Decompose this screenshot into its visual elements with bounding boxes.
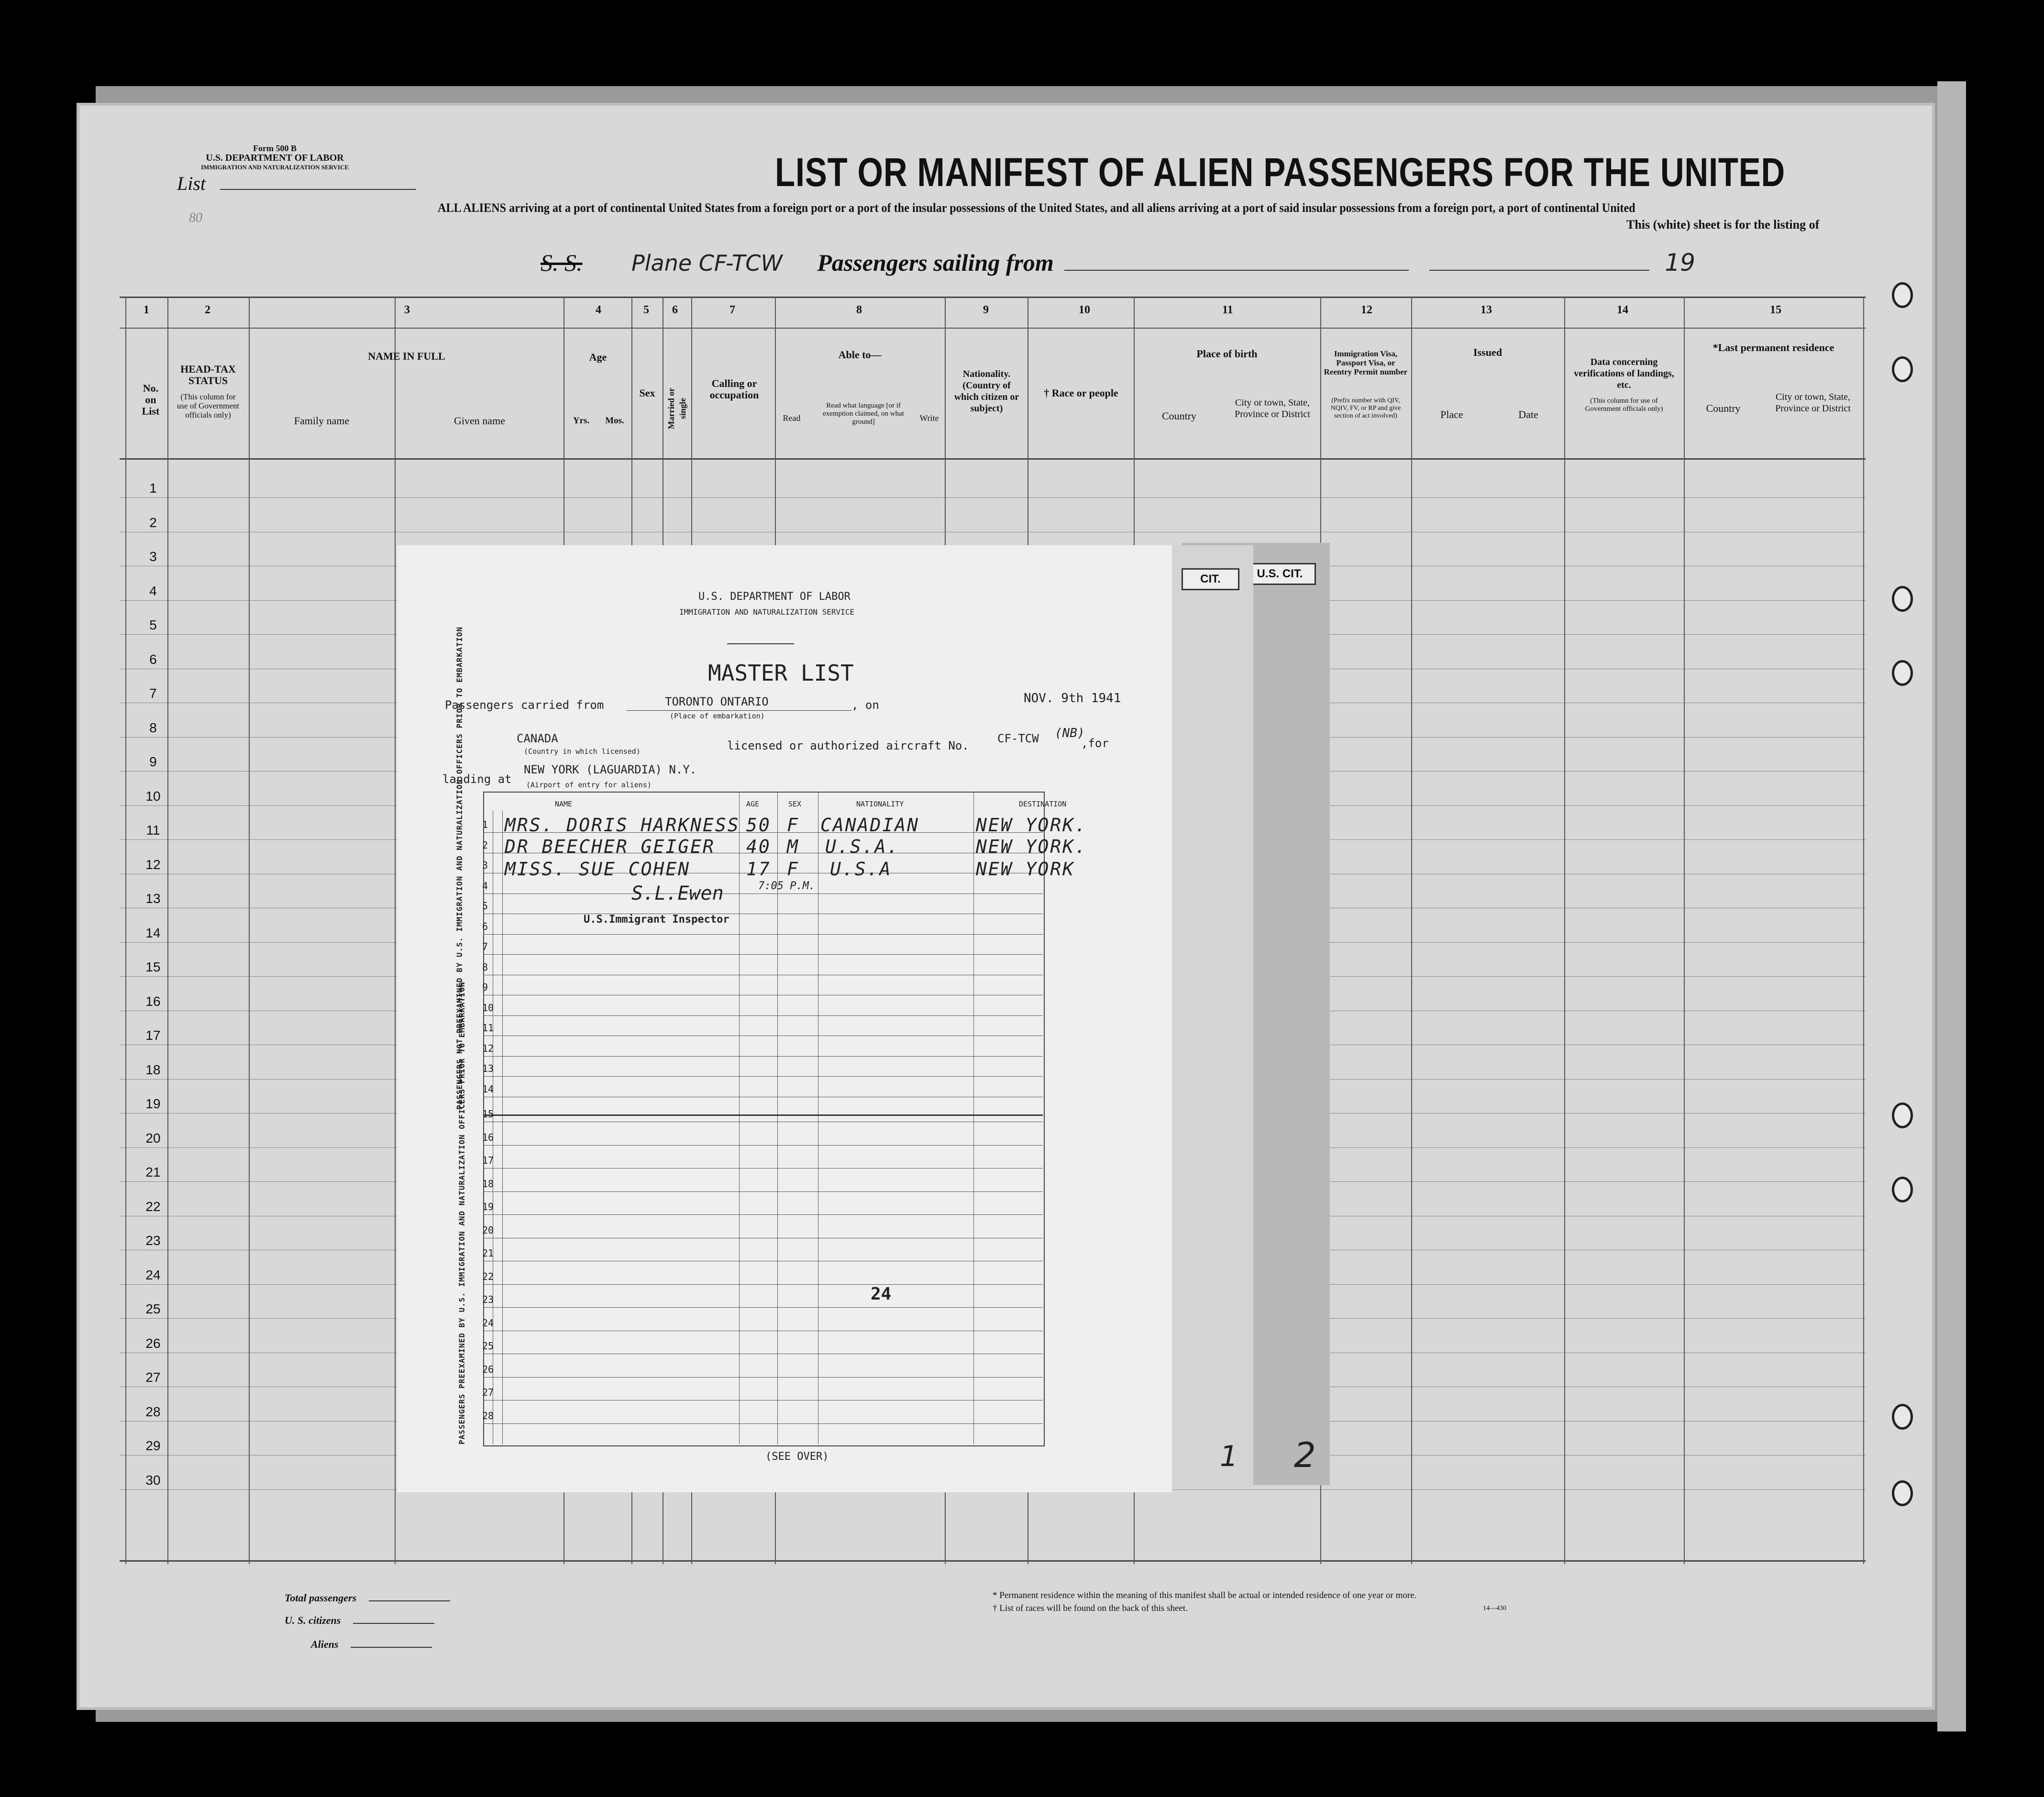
ml-line-number: 25 — [482, 1340, 494, 1352]
header-bottom-line — [120, 458, 1866, 460]
col-residence-country: Country — [1706, 402, 1741, 414]
ml-airport-note: (Airport of entry for aliens) — [526, 781, 652, 789]
punch-hole — [1892, 1480, 1913, 1506]
ml-aircraft-mark: (NB) — [1055, 726, 1085, 740]
form-header — [201, 143, 349, 172]
col-birth-city: City or town, State, Province or District — [1235, 397, 1310, 419]
ml-row-line — [483, 1284, 1043, 1285]
col-number: 14 — [1617, 304, 1628, 316]
col-divider — [395, 297, 396, 1564]
col-visa: Immigration Visa, Passport Visa, or Reentry Permit number — [1324, 349, 1408, 376]
ml-side-label-top: PASSENGERS NOT PREEXAMINED BY U.S. IMMIGRATION AND NATURALIZATION OFFICERS PRIOR TO EMBARKATION — [455, 626, 464, 1110]
ml-passenger-2-sex: M — [787, 836, 799, 857]
col-write: Write — [919, 413, 939, 423]
us-citizens-label: U. S. citizens — [285, 1614, 341, 1626]
col-verification-note: (This column for use of Government officials only) — [1585, 397, 1663, 413]
form-number: Form 500 B — [253, 143, 297, 153]
list-line — [220, 189, 416, 190]
row-number: 25 — [145, 1301, 161, 1316]
row-number: 23 — [145, 1233, 161, 1248]
col-read-language: Read what language [or if exemption claimed, on what ground] — [823, 402, 904, 426]
col-birth-country: Country — [1161, 410, 1197, 422]
col-divider — [1863, 297, 1864, 1564]
ml-passenger-2-name: DR BEECHER GEIGER — [505, 836, 715, 857]
ml-carried-from-label: Passengers carried from — [445, 698, 604, 712]
ml-passenger-1-sex: F — [787, 815, 799, 836]
col-visa-note: (Prefix number with QIV, NQIV, FV, or RP and give section of act involved) — [1330, 397, 1401, 419]
col-divider — [1564, 297, 1565, 1564]
ml-line-number: 13 — [482, 1063, 494, 1074]
body-bottom-line — [120, 1560, 1866, 1562]
ml-line-number: 21 — [482, 1247, 494, 1259]
back-card-tab-2: U.S. CIT. — [1244, 563, 1316, 585]
row-number: 10 — [145, 789, 161, 804]
ml-line-number: 11 — [482, 1022, 494, 1034]
col-number: 9 — [983, 304, 989, 316]
row-number: 29 — [145, 1438, 161, 1453]
ml-title: MASTER LIST — [708, 660, 854, 686]
ml-carried-line — [627, 710, 851, 711]
ml-landing-label: landing at — [442, 772, 512, 786]
ml-see-over: (SEE OVER) — [765, 1451, 829, 1463]
ml-passenger-3-name: MISS. SUE COHEN — [505, 859, 691, 880]
col-number: 12 — [1361, 304, 1372, 316]
ml-header-name: NAME — [555, 800, 573, 808]
col-yrs: Yrs. — [573, 416, 590, 426]
col-race: † Race or people — [1044, 387, 1118, 399]
ml-passenger-2-age: 40 — [746, 836, 771, 857]
form-service: IMMIGRATION AND NATURALIZATION SERVICE — [201, 164, 349, 171]
ml-department: U.S. DEPARTMENT OF LABOR — [698, 591, 851, 603]
col-divider — [249, 297, 250, 1564]
back-card-num-2: 2 — [1294, 1435, 1316, 1475]
col-number: 5 — [643, 304, 649, 316]
row-number: 19 — [145, 1096, 161, 1111]
ml-passenger-2-nationality: U.S.A. — [825, 836, 900, 857]
subtitle-line1: ALL ALIENS arriving at a port of continental United States from a foreign port or a port of the insular possessions of the United States, and all aliens arriving at a port of said insular possessions from a foreign port, a port of continental United — [438, 201, 1635, 215]
col-place-of-birth: Place of birth — [1196, 348, 1258, 360]
ml-line-number: 4 — [482, 880, 488, 892]
ml-line-number: 3 — [482, 860, 488, 871]
ml-line-number: 9 — [482, 981, 488, 993]
page-title: LIST OR MANIFEST OF ALIEN PASSENGERS FOR THE UNITED — [775, 150, 1786, 195]
aliens-label: Aliens — [311, 1638, 339, 1650]
ml-line-number: 19 — [482, 1201, 494, 1213]
ml-passenger-1-nationality: CANADIAN — [820, 815, 920, 836]
row-number: 26 — [145, 1336, 161, 1351]
ml-section-divider — [483, 1114, 1043, 1116]
row-number: 12 — [145, 857, 161, 872]
col-nationality: Nationality. (Country of which citizen or subject) — [954, 369, 1019, 414]
row-number: 13 — [145, 891, 161, 906]
footnote-code: 14—430 — [1483, 1605, 1506, 1612]
ml-row-line — [483, 1168, 1043, 1169]
list-label: List — [177, 173, 206, 194]
ml-on-label: , on — [851, 698, 879, 712]
ml-row-line — [483, 1423, 1043, 1424]
punch-hole — [1892, 1102, 1913, 1128]
col-sex: Sex — [639, 387, 655, 399]
ml-line-number: 12 — [482, 1043, 494, 1054]
ml-line-number: 10 — [482, 1002, 494, 1014]
ml-line-number: 1 — [482, 819, 488, 830]
col-read: Read — [783, 413, 801, 423]
row-number: 9 — [149, 754, 157, 769]
ml-line-number: 23 — [482, 1294, 494, 1305]
col-given-name: Given name — [454, 415, 505, 427]
col-age: Age — [589, 351, 607, 363]
ml-line-number: 6 — [482, 921, 488, 932]
punch-hole — [1892, 586, 1913, 612]
aliens-line — [351, 1647, 432, 1648]
row-number: 1 — [149, 481, 157, 496]
date-line — [1429, 270, 1649, 271]
ml-passenger-3-sex: F — [787, 859, 799, 880]
ml-stamp: U.S.Immigrant Inspector — [584, 914, 729, 926]
ml-passenger-1-destination: NEW YORK. — [976, 815, 1087, 836]
row-number: 28 — [145, 1404, 161, 1419]
us-citizens — [285, 1614, 434, 1627]
ml-col-line — [973, 792, 974, 1444]
ml-row-line — [483, 1307, 1043, 1308]
row-number: 14 — [145, 926, 161, 940]
row-number: 27 — [145, 1370, 161, 1385]
ml-carried-from: TORONTO ONTARIO — [665, 695, 769, 708]
ml-rule — [727, 643, 794, 644]
ml-place-note: (Place of embarkation) — [670, 712, 765, 720]
pencil-mark: 80 — [189, 210, 202, 225]
back-card-num-1: 1 — [1220, 1440, 1238, 1473]
col-mos: Mos. — [605, 416, 624, 426]
col-divider — [125, 297, 126, 1564]
ml-row-line — [483, 1377, 1043, 1378]
master-list-card — [397, 545, 1172, 1492]
col-divider — [167, 297, 168, 1564]
ml-header-nationality: NATIONALITY — [856, 800, 904, 808]
ml-passenger-3-nationality: U.S.A — [830, 859, 892, 880]
form-department: U.S. DEPARTMENT OF LABOR — [206, 153, 344, 163]
ml-date: NOV. 9th 1941 — [1024, 691, 1121, 706]
ml-col-line — [739, 792, 740, 1444]
col-number: 7 — [729, 304, 735, 316]
sheet-edge — [1937, 81, 1966, 1731]
year-prefix: 19 — [1665, 249, 1695, 276]
footnote-2: † List of races will be found on the back of this sheet. — [993, 1603, 1188, 1613]
ml-row-line — [483, 1076, 1043, 1077]
ml-for-label: ,for — [1081, 737, 1109, 750]
header-top-line — [120, 297, 1866, 298]
total-passengers — [285, 1592, 450, 1604]
ml-line-number: 16 — [482, 1132, 494, 1143]
ml-line-number: 14 — [482, 1083, 494, 1095]
ml-row-line — [483, 1191, 1043, 1192]
col-able-to: Able to— — [838, 349, 882, 361]
ml-line-number: 5 — [482, 900, 488, 912]
col-residence-city: City or town, State, Province or District — [1775, 392, 1851, 414]
footnote-1: * Permanent residence within the meaning of this manifest shall be actual or intended residence of one year or more. — [993, 1590, 1417, 1600]
ml-passenger-1-name: MRS. DORIS HARKNESS — [505, 815, 740, 836]
us-citizens-line — [353, 1623, 434, 1624]
col-last-residence: *Last permanent residence — [1713, 342, 1834, 353]
ml-line-number: 17 — [482, 1155, 494, 1166]
ml-landing: NEW YORK (LAGUARDIA) N.Y. — [524, 763, 697, 776]
col-issued-place: Place — [1440, 408, 1463, 420]
ml-line-number: 28 — [482, 1410, 494, 1422]
total-passengers-label: Total passengers — [285, 1592, 357, 1604]
col-number: 1 — [144, 304, 149, 316]
aliens — [311, 1638, 432, 1651]
row-line — [120, 497, 1866, 498]
ml-header-destination: DESTINATION — [1019, 800, 1067, 808]
col-issued: Issued — [1473, 346, 1502, 358]
row-number: 30 — [145, 1473, 161, 1488]
col-married: Married or single — [666, 387, 687, 430]
row-number: 2 — [149, 515, 157, 530]
row-number: 15 — [145, 959, 161, 974]
row-number: 4 — [149, 584, 157, 598]
col-number: 11 — [1222, 304, 1233, 316]
col-verification: Data concerning verifications of landings, etc. — [1574, 357, 1674, 390]
ml-row-line — [483, 934, 1043, 935]
col-calling: Calling or occupation — [709, 377, 759, 401]
punch-hole — [1892, 1177, 1913, 1202]
col-number: 13 — [1481, 304, 1492, 316]
col-number: 10 — [1079, 304, 1090, 316]
ml-line-number: 7 — [482, 941, 488, 952]
col-number: 8 — [856, 304, 862, 316]
ml-line-number: 22 — [482, 1271, 494, 1282]
ml-line-number: 18 — [482, 1178, 494, 1190]
total-passengers-line — [369, 1600, 450, 1601]
row-number: 6 — [149, 652, 157, 667]
ml-passenger-1-age: 50 — [746, 815, 771, 836]
row-number: 11 — [146, 823, 160, 838]
row-number: 24 — [145, 1268, 161, 1282]
ml-line-number: 20 — [482, 1224, 494, 1236]
ml-header-age: AGE — [746, 800, 760, 808]
ss-label: S. S. — [541, 249, 583, 276]
ml-line-number: 24 — [482, 1317, 494, 1329]
ml-row-line — [483, 1015, 1043, 1016]
ml-country: CANADA — [517, 732, 558, 745]
ml-country-note: (Country in which licensed) — [524, 747, 641, 756]
col-head-tax-note: (This column for use of Government officials only) — [177, 392, 240, 419]
subtitle-line2: This (white) sheet is for the listing of — [1626, 218, 1820, 232]
row-number: 8 — [149, 720, 157, 735]
punch-hole — [1892, 1404, 1913, 1430]
col-no-on-list: No. on List — [142, 382, 160, 417]
ml-stamp-time: 7:05 P.M. — [758, 880, 816, 892]
ml-row-line — [483, 1145, 1043, 1146]
ml-side-label-bottom: PASSENGERS PREEXAMINED BY U.S. IMMIGRATION AND NATURALIZATION OFFICERS PRIOR TO EMBARKATION — [457, 981, 466, 1444]
row-number: 3 — [149, 549, 157, 564]
ml-service: IMMIGRATION AND NATURALIZATION SERVICE — [679, 607, 855, 617]
ml-passenger-3-age: 17 — [746, 859, 771, 880]
header-num-line — [120, 328, 1866, 329]
ml-line-number: 15 — [482, 1108, 494, 1120]
punch-hole — [1892, 356, 1913, 382]
vessel-line — [541, 249, 1695, 276]
col-number: 4 — [596, 304, 601, 316]
col-number: 2 — [205, 304, 210, 316]
ml-row-line — [483, 1214, 1043, 1215]
vessel-name: Plane CF-TCW — [631, 250, 783, 276]
ml-col-line — [502, 811, 503, 1444]
punch-hole — [1892, 282, 1913, 308]
sailing-line — [1064, 270, 1409, 271]
punch-hole — [1892, 660, 1913, 686]
col-issued-date: Date — [1518, 408, 1538, 420]
row-number: 5 — [149, 617, 157, 632]
ml-header-sex: SEX — [788, 800, 802, 808]
col-head-tax: HEAD-TAX STATUS — [180, 363, 236, 386]
ml-aircraft-label: licensed or authorized aircraft No. — [727, 739, 969, 752]
row-number: 21 — [145, 1165, 161, 1180]
col-divider — [1411, 297, 1412, 1564]
ml-row-line — [483, 954, 1043, 955]
ml-line-number: 2 — [482, 839, 488, 851]
col-divider — [1684, 297, 1685, 1564]
ml-aircraft-no: CF-TCW — [997, 732, 1039, 745]
back-card-tab-1: CIT. — [1182, 568, 1239, 590]
sailing-label: Passengers sailing from — [817, 249, 1054, 276]
ml-line-number: 8 — [482, 961, 488, 973]
row-number: 20 — [145, 1131, 161, 1146]
ml-passenger-3-destination: NEW YORK — [976, 859, 1075, 880]
col-number: 6 — [672, 304, 678, 316]
ml-line-number: 26 — [482, 1364, 494, 1375]
row-number: 18 — [145, 1062, 161, 1077]
ml-signature: S.L.Ewen — [631, 882, 724, 904]
ml-row-line — [483, 893, 1043, 894]
ml-page-mark: 24 — [871, 1284, 892, 1304]
ml-line-number: 27 — [482, 1387, 494, 1398]
col-name-in-full: NAME IN FULL — [368, 350, 445, 362]
col-number: 15 — [1770, 304, 1781, 316]
ml-passenger-2-destination: NEW YORK. — [976, 836, 1087, 857]
ml-row-line — [483, 1056, 1043, 1057]
col-number: 3 — [404, 304, 410, 316]
row-number: 22 — [145, 1199, 161, 1214]
row-number: 7 — [149, 686, 157, 701]
row-number: 16 — [145, 994, 161, 1009]
row-number: 17 — [145, 1028, 161, 1043]
col-family-name: Family name — [294, 415, 350, 427]
